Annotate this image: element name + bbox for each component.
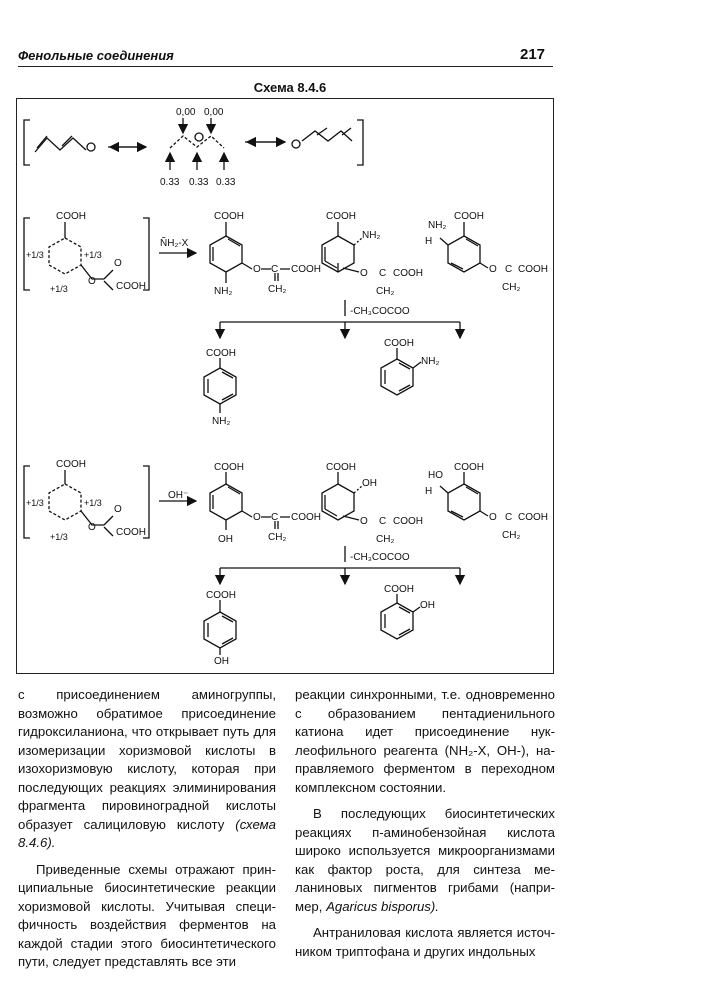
oxygen-label: O xyxy=(253,512,261,523)
resonance-row xyxy=(24,118,363,170)
hydrogen-label: H xyxy=(425,486,433,497)
cooh-label: COOH xyxy=(116,281,146,292)
text-column-left xyxy=(18,686,276,972)
plus-charge-right xyxy=(292,140,300,148)
charge-top-2: 0,00 xyxy=(204,107,224,118)
ho-label: HO xyxy=(428,470,443,481)
text-column-right xyxy=(295,686,555,961)
carbon-label: C xyxy=(505,512,513,523)
charge-bottom-3: 0.33 xyxy=(216,177,236,188)
pentadienyl-left xyxy=(35,138,86,152)
reagent-label: OH⁻ xyxy=(168,490,189,501)
charge-top-1: 0,00 xyxy=(176,107,196,118)
cooh-label: COOH xyxy=(454,211,484,222)
chorismate-ring-bottom xyxy=(49,484,81,520)
oh-label: OH xyxy=(218,534,233,545)
cooh-label: COOH xyxy=(518,264,548,275)
product-ring-5 xyxy=(322,484,354,520)
paragraph: реакции синхронными, т.е. одновременно с образованием пентадиенильного катиона идет присоединение нуклеофильного реагента (NH₂-X, OH-), направляемого ферментом в переходном комплексном состоянии. xyxy=(295,687,555,795)
paragraph: Антраниловая кислота является источником триптофана и других индольных xyxy=(295,925,555,959)
charge-third-label: +1/3 xyxy=(84,250,102,260)
product-ring-4 xyxy=(210,484,242,520)
oxygen-label: O xyxy=(489,512,497,523)
running-title: Фенольные соединения xyxy=(18,48,174,63)
reagent-label: ÑH₂-X xyxy=(160,238,189,249)
salicylic-ring xyxy=(381,603,413,639)
carbon-label: C xyxy=(379,268,387,279)
amination-row xyxy=(24,218,488,413)
charge-third-label: +1/3 xyxy=(50,532,68,542)
cooh-label: COOH xyxy=(393,268,423,279)
elimination-label: -CH₃COCOO xyxy=(350,552,410,563)
hydroxylation-row xyxy=(24,466,488,655)
cooh-label: COOH xyxy=(518,512,548,523)
hydrogen-label: H xyxy=(425,236,433,247)
cooh-label: COOH xyxy=(214,462,244,473)
paragraph-text: с присоединением аминогруппы, возможно обратимое присоединение гидроксиланиона, что открывает путь для изомеризации хоризмовой кислоты в изохоризмовую кислоту, которая при последующих реакциях элиминирования фрагмента пировиноградной кислоты образует салициловую кислоту xyxy=(18,687,276,832)
ch2-label: CH₂ xyxy=(502,530,521,541)
carbon-label: C xyxy=(271,264,279,275)
cooh-label: COOH xyxy=(326,462,356,473)
oxygen-label: O xyxy=(360,516,368,527)
ch2-label: CH₂ xyxy=(376,286,395,297)
product-ring-6 xyxy=(448,484,480,520)
charge-third-label: +1/3 xyxy=(26,250,44,260)
chorismate-ring-top xyxy=(49,238,81,274)
plus-charge-center xyxy=(195,133,203,141)
charge-third-label: +1/3 xyxy=(26,498,44,508)
ch2-label: CH₂ xyxy=(376,534,395,545)
scheme-reference: (схема 8.4.6). xyxy=(18,816,276,850)
charge-third-label: +1/3 xyxy=(84,498,102,508)
oh-label: OH xyxy=(214,656,229,667)
paragraph: Приведенные схемы отражают принципиальные биосинтетические реакции хоризмовой кислоты. Учитывая специфичность воздействия ферментов на каждой стадии этого биосинтетического пути, следует представлять все эти xyxy=(18,861,276,969)
scheme-title: Схема 8.4.6 xyxy=(253,80,327,95)
nh2-label: NH₂ xyxy=(214,286,233,297)
oxygen-label: O xyxy=(114,258,122,269)
anthranilic-ring xyxy=(381,359,413,395)
hydroxybenzoic-ring xyxy=(204,612,236,648)
ch2-label: CH₂ xyxy=(502,282,521,293)
species-name: Agaricus bisporus). xyxy=(326,898,439,914)
oxygen-label: O xyxy=(88,522,96,533)
oxygen-label: O xyxy=(114,504,122,515)
oh-label: OH xyxy=(362,478,377,489)
oxygen-label: O xyxy=(88,276,96,287)
pentadienyl-center xyxy=(170,136,224,148)
plus-charge-left xyxy=(87,143,95,151)
paragraph-text: В последующих биосинтетических реакциях п-аминобензойная кислота широко используется микроорганизмами как фактор роста, для синтеза меланиновых пигментов грибами (например, xyxy=(295,806,555,914)
cooh-label: COOH xyxy=(214,211,244,222)
page-number: 217 xyxy=(520,46,546,63)
oxygen-label: O xyxy=(253,264,261,275)
paragraph xyxy=(18,686,276,853)
cooh-label: COOH xyxy=(206,348,236,359)
nh2-label: NH₂ xyxy=(362,230,381,241)
product-ring-1 xyxy=(210,236,242,272)
oxygen-label: O xyxy=(360,268,368,279)
oh-label: OH xyxy=(420,600,435,611)
cooh-label: COOH xyxy=(326,211,356,222)
ch2-label: CH₂ xyxy=(268,284,287,295)
carbon-label: C xyxy=(505,264,513,275)
carbon-label: C xyxy=(271,512,279,523)
cooh-label: COOH xyxy=(393,516,423,527)
cooh-label: COOH xyxy=(454,462,484,473)
elimination-label: -CH₃COCOO xyxy=(350,306,410,317)
product-ring-3 xyxy=(448,236,480,272)
cooh-label: COOH xyxy=(291,264,321,275)
charge-bottom-1: 0.33 xyxy=(160,177,180,188)
nh2-label: NH₂ xyxy=(421,356,440,367)
nh2-label: NH₂ xyxy=(428,220,447,231)
ch2-label: CH₂ xyxy=(268,532,287,543)
nh2-label: NH₂ xyxy=(212,416,231,427)
cooh-label: COOH xyxy=(291,512,321,523)
cooh-label: COOH xyxy=(56,211,86,222)
charge-bottom-2: 0.33 xyxy=(189,177,209,188)
paba-ring xyxy=(204,368,236,404)
cooh-label: COOH xyxy=(206,590,236,601)
cooh-label: COOH xyxy=(56,459,86,470)
cooh-label: COOH xyxy=(116,527,146,538)
oxygen-label: O xyxy=(489,264,497,275)
cooh-label: COOH xyxy=(384,584,414,595)
cooh-label: COOH xyxy=(384,338,414,349)
carbon-label: C xyxy=(379,516,387,527)
charge-third-label: +1/3 xyxy=(50,284,68,294)
paragraph xyxy=(295,805,555,916)
